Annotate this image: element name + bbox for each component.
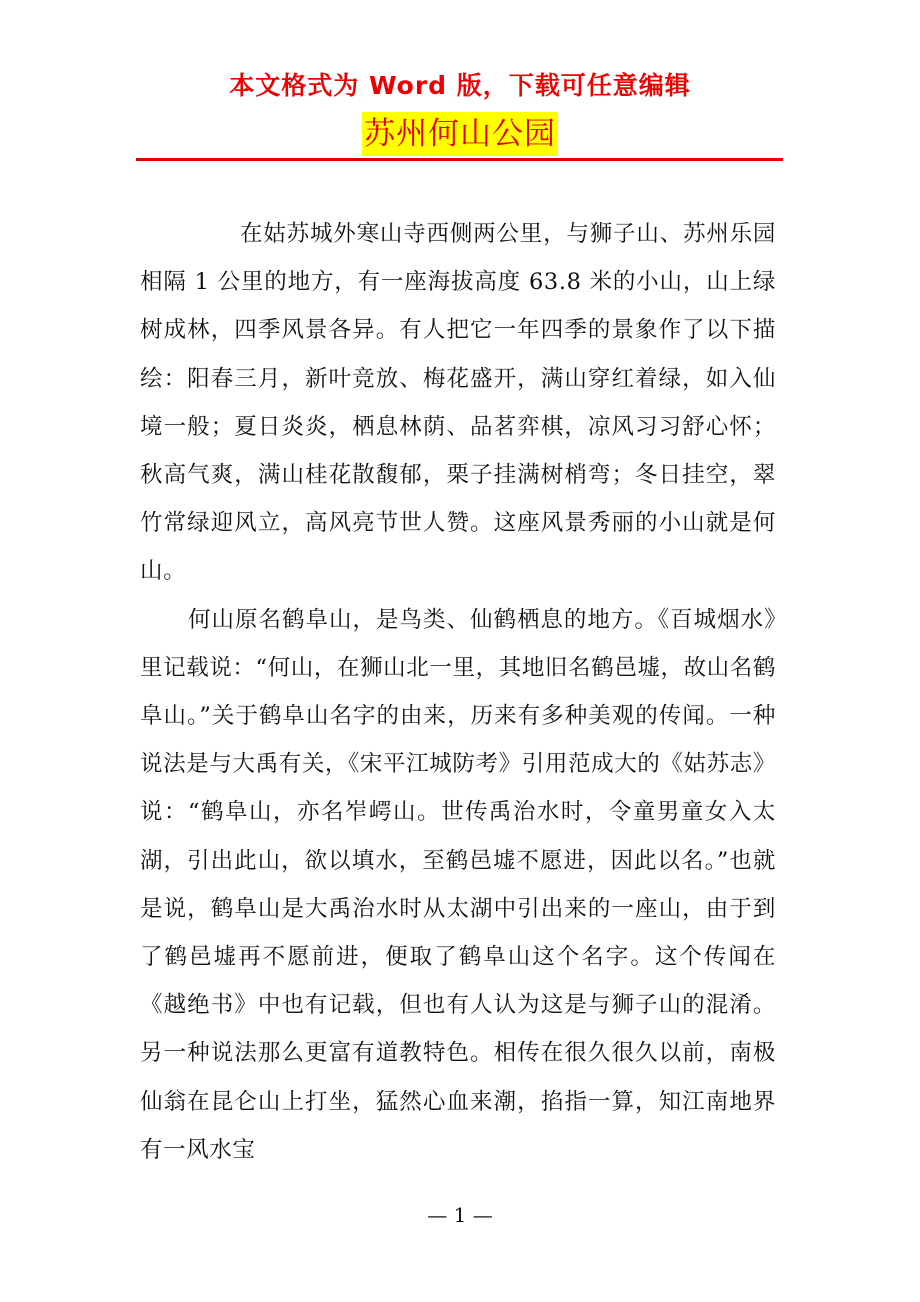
format-notice: 本文格式为 Word 版，下载可任意编辑 [229,71,691,100]
title-divider [136,158,783,161]
page-number: — 1 — [427,1203,493,1227]
paragraph-1: 在姑苏城外寒山寺西侧两公里，与狮子山、苏州乐园相隔 1 公里的地方，有一座海拔高度 63.8 米的小山，山上绿树成林，四季风景各异。有人把它一年四季的景象作了以下描绘：阳春三月，新叶竞放、梅花盛开，满山穿红着绿，如入仙境一般；夏日炎炎，栖息林荫、品茗弈棋，凉风习习舒心怀；秋高气爽，满山桂花散馥郁，栗子挂满树梢弯；冬日挂空，翠竹常绿迎风立，高风亮节世人赞。这座风景秀丽的小山就是何山。 [140,221,776,585]
document-body [140,210,776,1174]
paragraph-2: 何山原名鹤阜山，是鸟类、仙鹤栖息的地方。《百城烟水》里记载说：“何山，在狮山北一里，其地旧名鹤邑墟，故山名鹤阜山。”关于鹤阜山名字的由来，历来有多种美观的传闻。一种说法是与大禹有关，《宋平江城防考》引用范成大的《姑苏志》说：“鹤阜山，亦名岝崿山。世传禹治水时，令童男童女入太湖，引出此山，欲以填水，至鹤邑墟不愿进，因此以名。”也就是说，鹤阜山是大禹治水时从太湖中引出来的一座山，由于到了鹤邑墟再不愿前进，便取了鹤阜山这个名字。这个传闻在《越绝书》中也有记载，但也有人认为这是与狮子山的混淆。另一种说法那么更富有道教特色。相传在很久很久以前，南极仙翁在昆仑山上打坐，猛然心血来潮，掐指一算，知江南地界有一风水宝 [140,606,776,1163]
document-title: 苏州何山公园 [362,112,558,156]
title-container [0,112,920,156]
